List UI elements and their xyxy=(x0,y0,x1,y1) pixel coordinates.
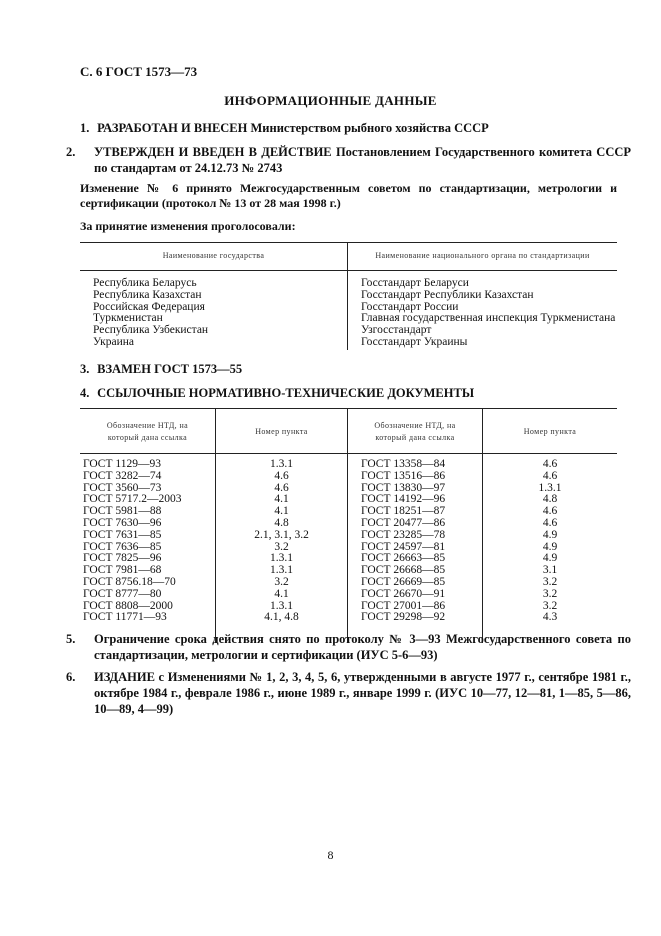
table-cell: ГОСТ 26669—85 xyxy=(361,575,446,588)
item-4 xyxy=(80,385,617,401)
table-cell: ГОСТ 7630—96 xyxy=(83,516,162,529)
table-cell: ГОСТ 26663—85 xyxy=(361,552,446,565)
item-3-number: 3. xyxy=(80,362,90,376)
table-cell: 4.8 xyxy=(542,493,558,506)
list-item: Госстандарт России xyxy=(361,300,459,313)
table-cell: 1.3.1 xyxy=(270,599,293,612)
vote-table-bodies xyxy=(361,278,615,349)
table-cell: 1.3.1 xyxy=(270,552,293,565)
table-cell: ГОСТ 24597—81 xyxy=(361,540,446,553)
table-cell: 4.8 xyxy=(274,516,289,529)
list-item: Узгосстандарт xyxy=(361,324,432,337)
table-cell: 4.1 xyxy=(274,587,289,600)
ref-right-points xyxy=(483,459,617,624)
table-cell: 1.3.1 xyxy=(538,481,562,494)
table-cell: ГОСТ 13516—86 xyxy=(361,469,446,482)
table-cell: 4.6 xyxy=(542,505,558,518)
table-cell: 4.6 xyxy=(542,469,558,482)
header-line: Обозначение НТД, на xyxy=(106,421,189,430)
list-item: Госстандарт Республики Казахстан xyxy=(361,288,534,301)
vote-table-header-rule xyxy=(80,270,617,271)
table-cell: ГОСТ 7631—85 xyxy=(83,528,162,541)
ref-left-points xyxy=(216,459,347,624)
list-item: Госстандарт Украины xyxy=(361,335,468,348)
list-item: Туркменистан xyxy=(93,312,163,325)
item-2-text: Постановлением Государственного комитета СССР по стандартам от 24.12.73 № 2743 xyxy=(94,145,632,175)
list-item: Украина xyxy=(93,335,134,348)
table-cell: ГОСТ 26668—85 xyxy=(361,564,446,577)
item-3-text: ВЗАМЕН ГОСТ 1573—55 xyxy=(97,362,243,376)
table-cell: 3.2 xyxy=(542,599,558,612)
table-cell: 4.6 xyxy=(542,516,558,529)
item-5-number: 5. xyxy=(66,632,76,646)
table-cell: ГОСТ 8756.18—70 xyxy=(83,575,176,588)
item-3 xyxy=(80,361,617,377)
table-cell: ГОСТ 3282—74 xyxy=(83,469,162,482)
header-line: который дана ссылка xyxy=(375,433,455,442)
vote-table-top-rule xyxy=(80,242,617,243)
item-5 xyxy=(66,631,631,663)
table-cell: ГОСТ 7825—96 xyxy=(83,552,162,565)
table-cell: 4.3 xyxy=(542,611,558,624)
vote-table-header-body: Наименование национального органа по стандартизации xyxy=(375,251,590,260)
table-cell: 3.1 xyxy=(542,564,558,577)
table-cell: ГОСТ 13358—84 xyxy=(361,458,446,470)
item-2 xyxy=(66,144,632,176)
table-cell: ГОСТ 11771—93 xyxy=(83,611,167,624)
table-cell: 4.1, 4.8 xyxy=(264,611,299,624)
table-cell: ГОСТ 18251—87 xyxy=(361,505,446,518)
table-cell: 4.6 xyxy=(274,481,289,494)
table-cell: ГОСТ 3560—73 xyxy=(83,481,162,494)
table-cell: 4.1 xyxy=(274,493,289,506)
item-2-bold: УТВЕРЖДЕН И ВВЕДЕН В ДЕЙСТВИЕ xyxy=(94,145,332,159)
list-item: Республика Беларусь xyxy=(93,277,197,289)
table-cell: 3.2 xyxy=(542,575,558,588)
table-cell: 4.9 xyxy=(542,540,558,553)
table-cell: 1.3.1 xyxy=(270,458,293,470)
table-cell: 3.2 xyxy=(274,575,289,588)
item-1 xyxy=(80,120,617,136)
table-cell: ГОСТ 26670—91 xyxy=(361,587,446,600)
table-cell: ГОСТ 8777—80 xyxy=(83,587,162,600)
list-item: Республика Казахстан xyxy=(93,288,202,301)
item-4-text: ССЫЛОЧНЫЕ НОРМАТИВНО-ТЕХНИЧЕСКИЕ ДОКУМЕНТЫ xyxy=(97,386,475,400)
table-cell: 4.9 xyxy=(542,552,558,565)
item-5-text: Ограничение срока действия снято по протоколу № 3—93 Межгосударственного совета по стандартизации, метрологии и сертификации (ИУС 5-6—93) xyxy=(94,632,631,662)
table-cell: ГОСТ 27001—86 xyxy=(361,599,446,612)
page-header: С. 6 ГОСТ 1573—73 xyxy=(80,64,198,79)
item-1-bold: РАЗРАБОТАН И ВНЕСЕН xyxy=(97,121,248,135)
table-cell: ГОСТ 20477—86 xyxy=(361,516,446,529)
table-cell: 2.1, 3.1, 3.2 xyxy=(254,528,309,541)
table-cell: ГОСТ 13830—97 xyxy=(361,481,446,494)
table-cell: ГОСТ 29298—92 xyxy=(361,611,446,624)
table-cell: ГОСТ 7636—85 xyxy=(83,540,162,553)
table-cell: ГОСТ 23285—78 xyxy=(361,528,446,541)
table-cell: ГОСТ 1129—93 xyxy=(83,458,161,470)
ref-table-top-rule xyxy=(80,408,617,409)
item-1-text: Министерством рыбного хозяйства СССР xyxy=(250,121,489,135)
table-cell: ГОСТ 8808—2000 xyxy=(83,599,173,612)
item-2-number: 2. xyxy=(66,145,76,159)
ref-table-header-doc-right xyxy=(348,420,482,444)
ref-table-header-rule xyxy=(80,453,617,454)
item-6-number: 6. xyxy=(66,670,76,684)
table-cell: 1.3.1 xyxy=(270,564,293,577)
ref-left-docs xyxy=(83,459,182,624)
list-item: Российская Федерация xyxy=(93,300,205,313)
ref-table-header-point-right: Номер пункта xyxy=(523,427,577,436)
item-6-text: ИЗДАНИЕ с Изменениями № 1, 2, 3, 4, 5, 6, утвержденными в августе 1977 г., сентябре 1981 г., октябре 1984 г., феврале 1986 г., июне 1989 г., январе 1999 г. (ИУС 10—77, 12—81, 1—85, 5—86, 10—89, 4—99) xyxy=(94,670,631,716)
header-line: который дана ссылка xyxy=(107,433,188,442)
table-cell: ГОСТ 5717.2—2003 xyxy=(83,493,182,506)
voted-label: За принятие изменения проголосовали: xyxy=(80,219,296,233)
table-cell: 4.6 xyxy=(274,469,289,482)
page-number: 8 xyxy=(327,848,334,862)
ref-table-header-doc-left xyxy=(80,420,215,444)
table-cell: 3.2 xyxy=(274,540,289,553)
item-1-number: 1. xyxy=(80,121,90,135)
table-cell: ГОСТ 7981—68 xyxy=(83,564,162,577)
table-cell: 4.6 xyxy=(542,458,558,470)
list-item: Республика Узбекистан xyxy=(93,324,209,337)
table-cell: 3.2 xyxy=(542,587,558,600)
header-line: Обозначение НТД, на xyxy=(374,421,456,430)
item-4-number: 4. xyxy=(80,386,90,400)
list-item: Главная государственная инспекция Туркменистана xyxy=(361,312,616,325)
table-cell: ГОСТ 5981—88 xyxy=(83,505,162,518)
amendment-note: Изменение № 6 принято Межгосударственным советом по стандартизации, метрологии и сертификации (протокол № 13 от 28 мая 1998 г.) xyxy=(80,181,617,210)
ref-table-header-point-left: Номер пункта xyxy=(255,427,308,436)
item-6 xyxy=(66,669,631,717)
ref-right-docs xyxy=(361,459,445,624)
section-title: ИНФОРМАЦИОННЫЕ ДАННЫЕ xyxy=(224,93,437,108)
table-cell: ГОСТ 14192—96 xyxy=(361,493,446,506)
table-cell: 4.9 xyxy=(542,528,558,541)
table-cell: 4.1 xyxy=(274,505,289,518)
vote-table-header-state: Наименование государства xyxy=(162,251,265,260)
vote-table-states xyxy=(93,278,208,349)
list-item: Госстандарт Беларуси xyxy=(361,277,469,289)
